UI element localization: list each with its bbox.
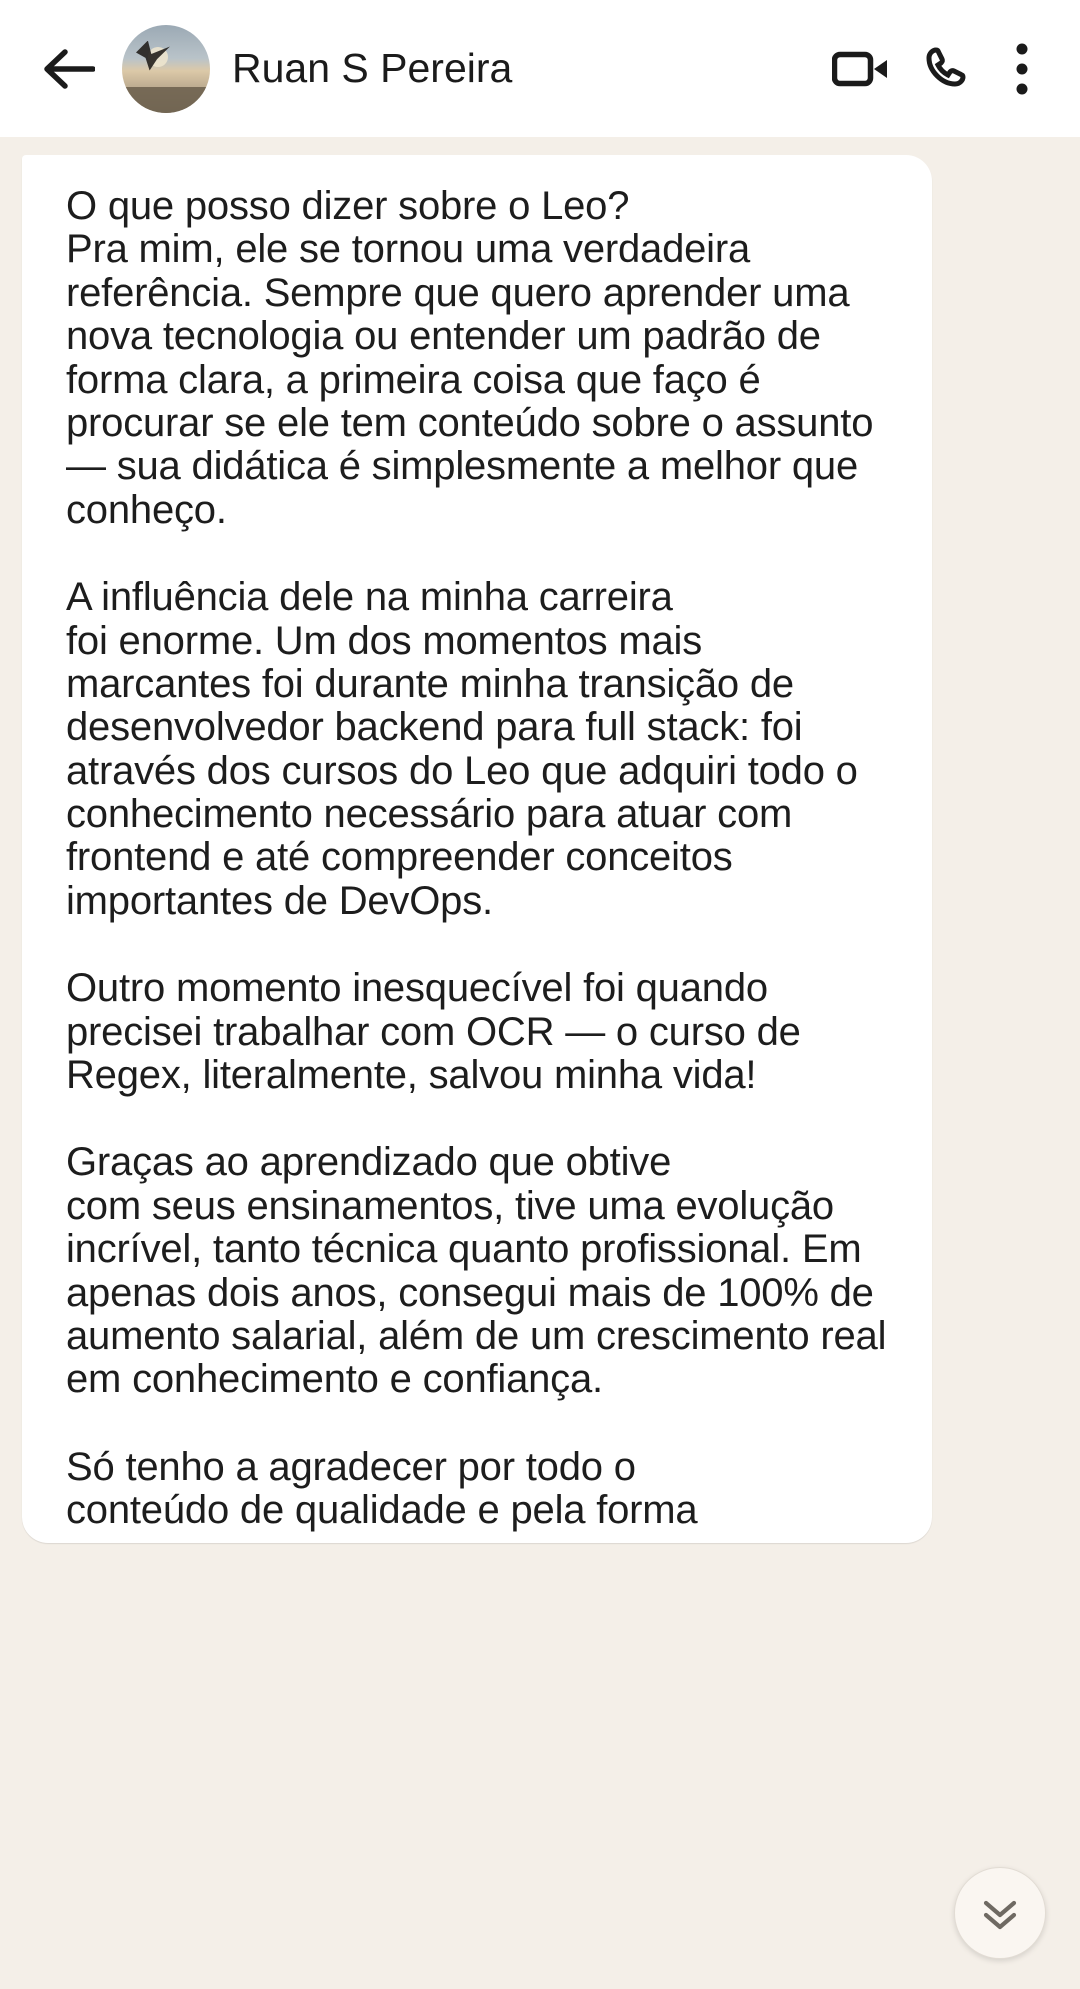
contact-name[interactable]: Ruan S Pereira	[232, 45, 513, 91]
message-line: O que posso dizer sobre o Leo?	[66, 184, 630, 228]
message-line: Outro momento inesquecível foi quando precisei trabalhar com OCR — o curso de Regex, literalmente, salvou minha vida!	[66, 966, 801, 1098]
message-bubble-incoming[interactable]	[22, 155, 932, 1543]
paragraph-gap	[66, 532, 892, 576]
chevron-double-down-icon	[978, 1893, 1022, 1933]
message-line: com seus ensinamentos, tive uma evolução incrível, tanto técnica quanto profissional. Em apenas dois anos, consegui mais de 100% de aumento salarial, além de um crescimento real em conhecimento e confiança.	[66, 1183, 887, 1402]
message-line: Graças ao aprendizado que obtive	[66, 1140, 672, 1185]
voice-call-button[interactable]	[904, 26, 990, 112]
paragraph-gap	[66, 923, 892, 967]
message-line: A influência dele na minha carreira	[66, 575, 673, 620]
message-line: conteúdo de qualidade e pela forma	[66, 1488, 698, 1533]
paragraph-gap	[66, 1402, 892, 1446]
scroll-to-bottom-button[interactable]	[954, 1867, 1046, 1959]
paragraph-gap	[66, 1097, 892, 1141]
avatar-shore-decoration	[122, 87, 210, 113]
header-actions	[818, 26, 1054, 112]
chat-header	[0, 0, 1080, 137]
avatar[interactable]	[122, 25, 210, 113]
video-call-button[interactable]	[818, 26, 904, 112]
more-options-button[interactable]	[990, 26, 1054, 112]
message-line: Só tenho a agradecer por todo o	[66, 1444, 636, 1489]
back-button[interactable]	[34, 34, 104, 104]
message-line: foi enorme. Um dos momentos mais marcantes foi durante minha transição de desenvolvedor backend para full stack: foi através dos cursos do Leo que adquiri todo o conhecimento necessário para atuar com frontend e até compreender conceitos importantes de DevOps.	[66, 618, 858, 923]
message-line: Pra mim, ele se tornou uma verdadeira referência. Sempre que quero aprender uma nova tecnologia ou entender um padrão de forma clara, a primeira coisa que faço é procurar se ele tem conteúdo sobre o assunto — sua didática é simplesmente a melhor que conheço.	[66, 227, 874, 532]
message-list[interactable]	[0, 137, 1080, 1989]
